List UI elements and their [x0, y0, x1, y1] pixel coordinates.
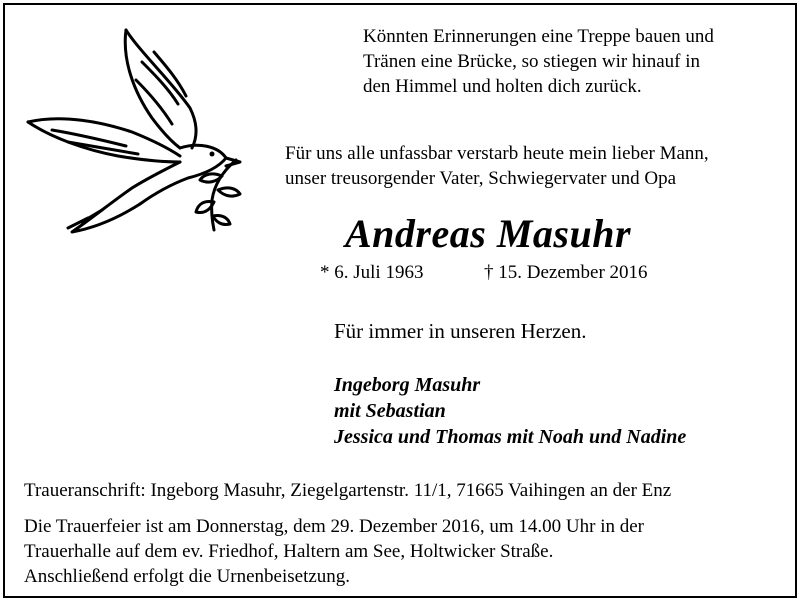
- mourners-list: [334, 372, 686, 450]
- birth-date: * 6. Juli 1963: [320, 262, 424, 283]
- service-line: Trauerhalle auf dem ev. Friedhof, Haltern am See, Holtwicker Straße.: [24, 541, 554, 562]
- memorial-motto: Für immer in unseren Herzen.: [334, 319, 587, 343]
- mourning-address: Traueranschrift: Ingeborg Masuhr, Ziegelgartenstr. 11/1, 71665 Vaihingen an der Enz: [24, 480, 672, 501]
- death-date: † 15. Dezember 2016: [484, 262, 648, 283]
- poem-line: den Himmel und holten dich zurück.: [363, 76, 642, 97]
- intro-line: Für uns alle unfassbar verstarb heute mein lieber Mann,: [285, 143, 709, 164]
- mourner-entry: mit Sebastian: [334, 400, 446, 422]
- poem: [363, 24, 714, 99]
- mourner-entry: Jessica und Thomas mit Noah und Nadine: [334, 426, 687, 448]
- intro-line: unser treusorgender Vater, Schwiegervater und Opa: [285, 168, 677, 189]
- deceased-name: Andreas Masuhr: [345, 211, 632, 256]
- announcement-intro: [285, 141, 709, 191]
- poem-line: Könnten Erinnerungen eine Treppe bauen und: [363, 26, 714, 47]
- dove-with-olive-branch-icon: [22, 22, 262, 237]
- service-line: Anschließend erfolgt die Urnenbeisetzung.: [24, 566, 351, 587]
- service-line: Die Trauerfeier ist am Donnerstag, dem 29. Dezember 2016, um 14.00 Uhr in der: [24, 516, 644, 537]
- poem-line: Tränen eine Brücke, so stiegen wir hinauf in: [363, 51, 700, 72]
- mourner-entry: Ingeborg Masuhr: [334, 374, 481, 396]
- funeral-service-info: [24, 514, 644, 589]
